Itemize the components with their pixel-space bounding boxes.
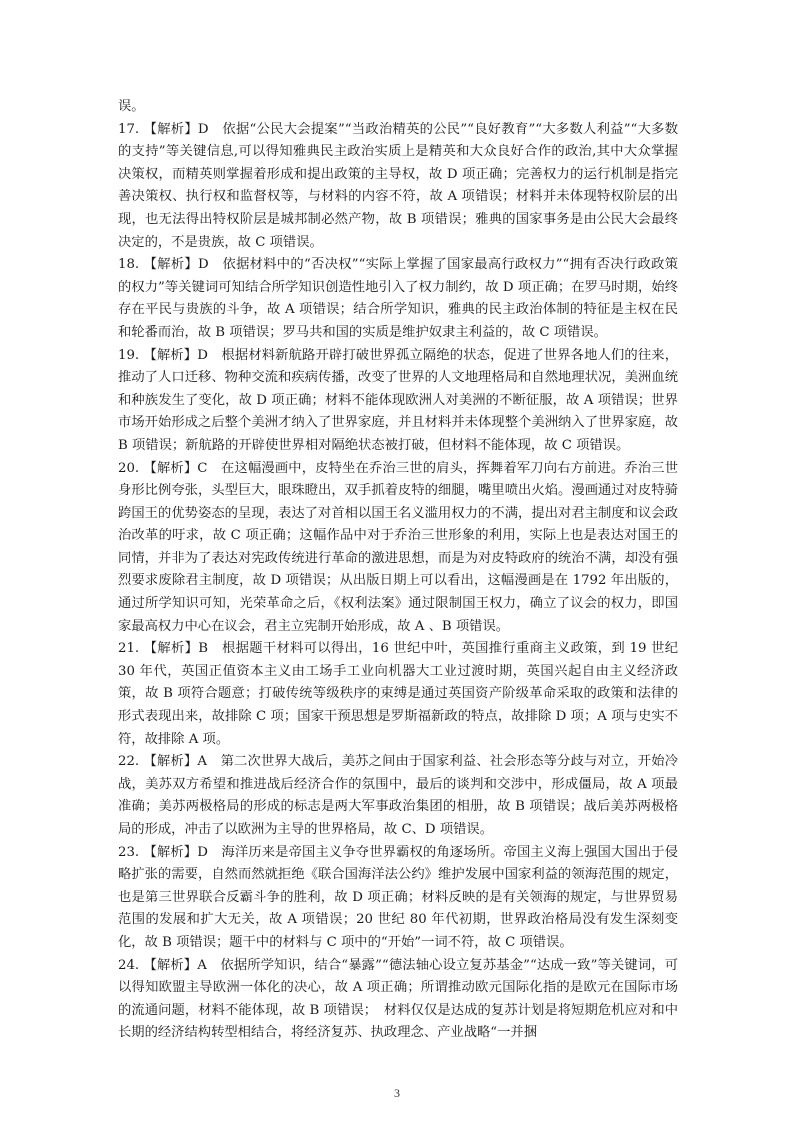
- paragraph-q18: 18. 【解析】D 依据材料中的“否决权”“实际上掌握了国家最高行政权力”“拥有否决行政政策的权力”等关键词可知结合所学知识创造性地引入了权力制约，故 D 项正确；在罗马时期，始终存在平民与贵族的斗争，故 A 项错误；结合所学知识，雅典的民主政治体制的特征是主权在民和轮番而治，故 B 项错误；罗马共和国的实质是维护奴隶主利益的，故 C 项错误。: [118, 257, 678, 340]
- paragraph-q24: 24. 【解析】A 依据所学知识，结合“暴露”“德法轴心设立复苏基金”“达成一致”等关键词，可以得知欧盟主导欧洲一体化的决心，故 A 项正确；所谓推动欧元国际化指的是欧元在国际市场的流通问题，材料不能体现，故 B 项错误； 材料仅仅是达成的复苏计划是将短期危机应对和中长期的经济结构转型相结合，将经济复苏、执政理念、产业战略“一并捆: [118, 957, 678, 1041]
- paragraph-q22: 22. 【解析】A 第二次世界大战后，美苏之间由于国家利益、社会形态等分歧与对立，开始冷战，美苏双方希望和推进战后经济合作的氛围中，最后的谈判和交涉中，形成僵局，故 A 项最准确；美苏两极格局的形成的标志是两大军事政治集团的相册，故 B 项错误；战后美苏两极格局的形成，冲击了以欧洲为主导的世界格局，故 C、D 项错误。: [118, 754, 678, 837]
- paragraph-q17: 17. 【解析】D 依据“公民大会提案”“当政治精英的公民”“良好教育”“大多数人利益”“大多数的支持”等关键信息,可以得知雅典民主政治实质上是精英和大众良好合作的政治,其中大众掌握决策权，而精英则掌握着形成和提出政策的主导权，故 D 项正确；完善权力的运行机制是指完善决策权、执行权和监督权等，与材料的内容不符，故 A 项错误；材料并未体现特权阶层的出现，也无法得出特权阶层是城邦制必然产物，故 B 项错误；雅典的国家事务是由公民大会最终决定的，不是贵族，故 C 项错误。: [118, 121, 678, 250]
- paragraph-q19: 19. 【解析】D 根据材料新航路开辟打破世界孤立隔绝的状态，促进了世界各地人们的往来，推动了人口迁移、物种交流和疾病传播，改变了世界的人文地理格局和自然地理状况，美洲血统和种族发生了变化，故 D 项正确；材料不能体现欧洲人对美洲的不断征服，故 A 项错误；世界市场开始形成之后整个美洲才纳入了世界家庭，并且材料并未体现整个美洲纳入了世界家庭，故 B 项错误；新航路的开辟使世界相对隔绝状态被打破，但材料不能体现，故 C 项错误。: [118, 347, 678, 453]
- paragraph-q23: 23. 【解析】D 海洋历来是帝国主义争夺世界霸权的角逐场所。帝国主义海上强国大国出于侵略扩张的需要，自然而然就拒绝《联合国海洋法公约》维护发展中国家利益的领海范围的规定，也是第三世界联合反霸斗争的胜利，故 D 项正确；材料反映的是有关领海的规定，与世界贸易范围的发展和扩大无关，故 A 项错误；20 世纪 80 年代初期，世界政治格局没有发生深刻变化，故 B 项错误；题干中的材料与 C 项中的“开始”一词不符，故 C 项错误。: [118, 844, 678, 950]
- page-number: 3: [394, 1086, 400, 1100]
- answer-explanations: [118, 96, 678, 1045]
- paragraph-continuation: 误。: [118, 99, 145, 114]
- paragraph-q21: 21. 【解析】B 根据题干材料可以得出，16 世纪中叶，英国推行重商主义政策，到 19 世纪 30 年代，英国正值资本主义由工场手工业向机器大工业过渡时期，英国兴起自由主义经济政策，故 B 项符合题意；打破传统等级秩序的束缚是通过英国资产阶级革命采取的政策和法律的形式表现出来，故排除 C 项；国家干预思想是罗斯福新政的特点，故排除 D 项；A 项与史实不符，故排除 A 项。: [118, 641, 678, 747]
- paragraph-q20: 20. 【解析】C 在这幅漫画中，皮特坐在乔治三世的肩头，挥舞着军刀向右方前进。乔治三世身形比例夸张，头型巨大，眼珠瞪出，双手抓着皮特的细腿，嘴里喷出火焰。漫画通过对皮特骑跨国王的优势姿态的呈现，表达了对首相以国王名义滥用权力的不满，提出对君主制度和议会政治改革的吁求，故 C 项正确；这幅作品中对于乔治三世形象的利用，实际上也是表达对国王的同情，并非为了表达对宪政传统进行革命的激进思想，而是为对皮特政府的统治不满，却没有强烈要求废除君主制度，故 D 项错误；从出版日期上可以看出，这幅漫画是在 1792 年出版的，通过所学知识可知，光荣革命之后，《权利法案》通过限制国王权力，确立了议会的权力，即国家最高权力中心在议会，君主立宪制开始形成，故 A 、B 项错误。: [118, 460, 678, 634]
